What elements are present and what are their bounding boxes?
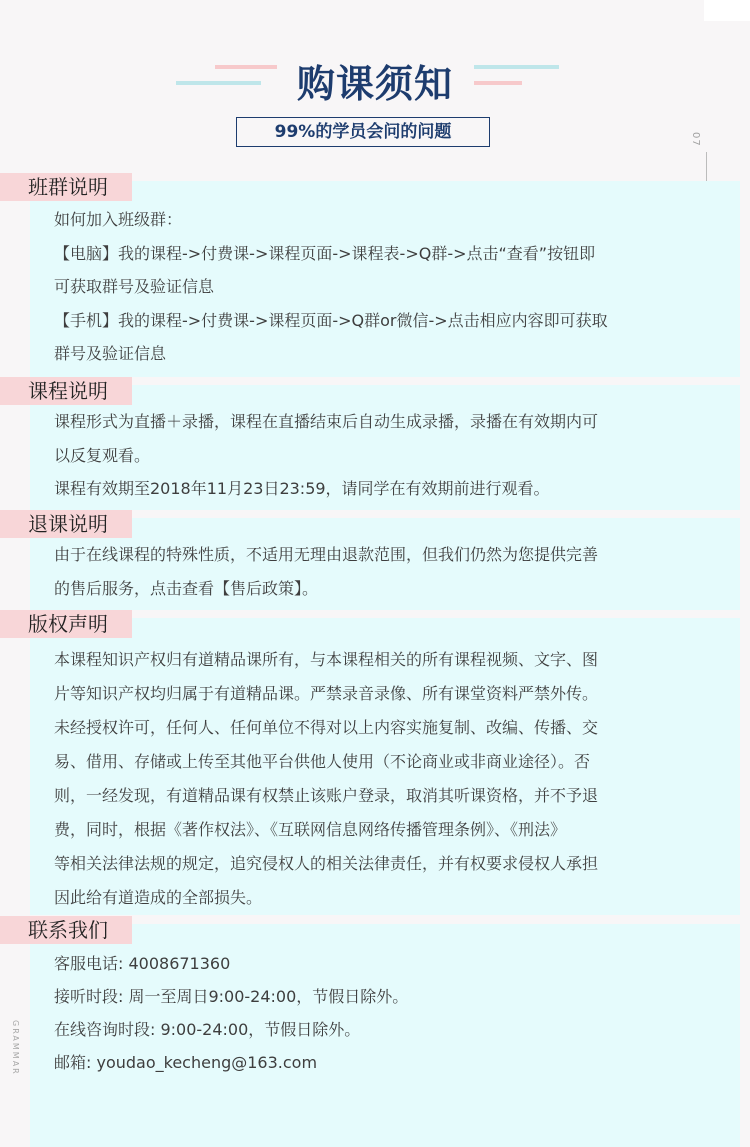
page-title: 购课须知	[296, 62, 453, 106]
section-body	[54, 203, 710, 371]
section-copyright	[0, 610, 740, 915]
page-subtitle: 99%的学员会问的问题	[236, 117, 490, 147]
section-line: 易、借用、存储或上传至其他平台供他人使用（不论商业或非商业途径）。否	[54, 752, 591, 771]
section-line: 则，一经发现，有道精品课有权禁止该账户登录，取消其听课资格，并不予退	[54, 786, 599, 805]
section-line: 课程有效期至2018年11月23日23:59，请同学在有效期前进行观看。	[54, 479, 550, 498]
section-line: 费，同时，根据《著作权法》、《互联网信息网络传播管理条例》、《刑法》	[54, 820, 567, 839]
header	[0, 48, 750, 108]
section-heading: 联系我们	[0, 916, 132, 944]
section-line: 未经授权许可，任何人、任何单位不得对以上内容实施复制、改编、传播、交	[54, 718, 599, 737]
section-heading: 版权声明	[0, 610, 132, 638]
section-line: 等相关法律法规的规定，追究侵权人的相关法律责任，并有权要求侵权人承担	[54, 854, 599, 873]
section-body	[54, 643, 710, 915]
section-line: 【手机】我的课程->付费课->课程页面->Q群or微信->点击相应内容即可获取	[54, 310, 608, 330]
section-line: 群号及验证信息	[54, 344, 167, 363]
corner-decoration	[704, 0, 750, 21]
section-course-info	[0, 377, 740, 510]
contact-online-hours: 在线咨询时段: 9:00-24:00，节假日除外。	[54, 1020, 361, 1039]
section-heading: 班群说明	[0, 173, 132, 201]
section-line: 由于在线课程的特殊性质，不适用无理由退款范围，但我们仍然为您提供完善	[54, 545, 599, 564]
contact-hours: 接听时段: 周一至周日9:00-24:00，节假日除外。	[54, 987, 409, 1006]
side-watermark-text: GRAMMAR	[11, 1020, 20, 1076]
section-line: 因此给有道造成的全部损失。	[54, 888, 263, 907]
contact-phone: 客服电话: 4008671360	[54, 954, 231, 973]
section-body	[54, 405, 710, 506]
section-refund	[0, 510, 740, 610]
section-heading: 退课说明	[0, 510, 132, 538]
contact-email: 邮箱: youdao_kecheng@163.com	[54, 1053, 318, 1072]
section-heading: 课程说明	[0, 377, 132, 405]
section-body	[54, 947, 710, 1079]
section-body	[54, 538, 710, 605]
section-contact	[0, 916, 740, 1147]
section-line: 如何加入班级群：	[54, 210, 183, 229]
section-line: 以反复观看。	[54, 445, 151, 465]
section-line: 本课程知识产权归有道精品课所有，与本课程相关的所有课程视频、文字、图	[54, 650, 599, 669]
section-line: 片等知识产权均归属于有道精品课。严禁录音录像、所有课堂资料严禁外传。	[54, 684, 599, 703]
section-line: 课程形式为直播＋录播，课程在直播结束后自动生成录播，录播在有效期内可	[54, 412, 599, 431]
section-line: 【电脑】我的课程->付费课->课程页面->课程表->Q群->点击“查看”按钮即	[54, 243, 596, 263]
section-class-group	[0, 173, 740, 377]
section-line: 的售后服务，点击查看【售后政策】。	[54, 578, 319, 598]
section-line: 可获取群号及验证信息	[54, 277, 215, 296]
page-number: 07	[690, 132, 701, 147]
